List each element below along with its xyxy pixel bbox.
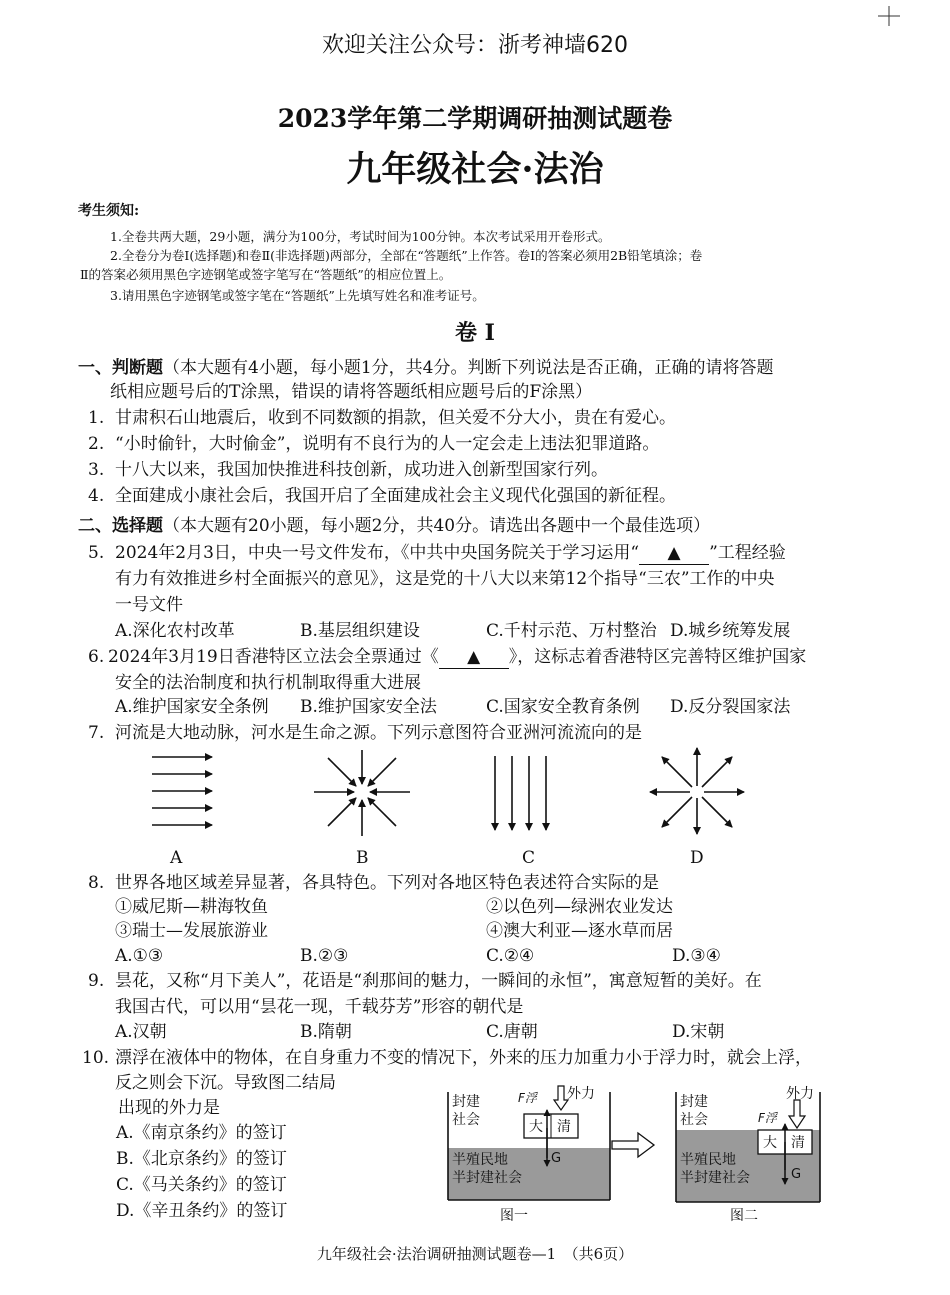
q6-option: B.维护国家安全法	[300, 697, 437, 717]
question-number: 7.	[88, 723, 105, 743]
q10-line2: 反之则会下沉。导致图二结局	[115, 1073, 336, 1093]
q10-line1: 漂浮在液体中的物体，在自身重力不变的情况下，外来的压力加重力小于浮力时，就会上浮，	[115, 1048, 812, 1068]
fig2-float-label: F浮	[758, 1111, 777, 1125]
q10-option: A.《南京条约》的签订	[116, 1123, 287, 1143]
fig1-block-left: 大	[529, 1119, 543, 1135]
q7-label-c: C	[522, 848, 536, 868]
q7-label-a: A	[170, 848, 183, 868]
q7-label-b: B	[356, 848, 369, 868]
question-number: 2.	[88, 434, 105, 454]
q5-line1	[115, 542, 786, 565]
q5-line2: 有力有效推进乡村全面振兴的意见》，这是党的十八大以来第12个指导“三农”工作的中央	[115, 569, 775, 589]
fig1-semi-line2: 半封建社会	[452, 1170, 522, 1186]
fig2-semi-line1: 半殖民地	[680, 1152, 736, 1168]
q5-line1-end: ”工程经验	[709, 543, 786, 563]
q10-option: C.《马关条约》的签订	[116, 1175, 287, 1195]
figure-one	[448, 1085, 610, 1200]
diagram-b-converging-arrows-icon	[314, 750, 410, 836]
diagram-d-diverging-arrows-icon	[650, 748, 744, 834]
page-footer: 九年级社会·法治调研抽测试题卷—1 （共6页）	[316, 1245, 634, 1263]
q9-line2: 我国古代，可以用“昙花一现，千载芬芳”形容的朝代是	[115, 997, 524, 1017]
question-number: 6.	[88, 647, 105, 667]
question-text: 全面建成小康社会后，我国开启了全面建成社会主义现代化强国的新征程。	[115, 486, 676, 506]
notice-item: 2.全卷分为卷Ⅰ(选择题)和卷Ⅱ(非选择题)两部分，全部在“答题纸”上作答。卷Ⅰ的答案必须用2B铅笔填涂；卷	[110, 248, 703, 263]
q6-answer-blank: ▲	[439, 646, 509, 669]
q8-option: B.②③	[300, 946, 349, 966]
notice-item: 3.请用黑色字迹钢笔或签字笔在“答题纸”上先填写姓名和准考证号。	[110, 288, 485, 303]
question-text: “小时偷针，大时偷金”，说明有不良行为的人一定会走上违法犯罪道路。	[115, 434, 660, 454]
q8-item: ④澳大利亚—逐水草而居	[486, 921, 673, 941]
question-text: 十八大以来，我国加快推进科技创新，成功进入创新型国家行列。	[115, 460, 608, 480]
registration-mark-icon	[874, 4, 904, 28]
q8-option: A.①③	[115, 946, 164, 966]
diagram-a-parallel-arrows-icon	[152, 757, 212, 825]
q8-item: ③瑞士—发展旅游业	[115, 921, 268, 941]
q6-line1	[108, 646, 806, 669]
notice-heading: 考生须知:	[78, 203, 140, 219]
question-number: 8.	[88, 873, 105, 893]
fig1-gravity-label: G	[551, 1151, 562, 1166]
fig1-external-force-arrow-icon	[554, 1086, 568, 1110]
q5-line1-start: 2024年2月3日，中央一号文件发布，《中共中央国务院关于学习运用“	[115, 543, 640, 563]
fig1-feudal-line2: 社会	[452, 1112, 480, 1128]
fig1-external-label: 外力	[567, 1086, 595, 1102]
exam-subtitle: 九年级社会·法治	[346, 149, 604, 190]
question-text: 甘肃积石山地震后，收到不同数额的捐款，但关爱不分大小，贵在有爱心。	[115, 408, 676, 428]
section1-desc: （本大题有4小题，每小题1分，共4分。判断下列说法是否正确，正确的请将答题	[163, 358, 774, 378]
q5-option: C.千村示范、万村整治	[486, 621, 657, 641]
section1-header	[78, 357, 773, 379]
fig2-feudal-line1: 封建	[680, 1094, 708, 1110]
q9-option: A.汉朝	[115, 1022, 167, 1042]
q9-line1: 昙花，又称“月下美人”，花语是“刹那间的魅力，一瞬间的永恒”，寓意短暂的美好。在	[115, 971, 762, 991]
exam-title: 2023学年第二学期调研抽测试题卷	[277, 104, 673, 133]
fig2-external-force-arrow-icon	[789, 1100, 805, 1128]
q10-line3: 出现的外力是	[118, 1098, 220, 1118]
fig1-feudal-line1: 封建	[452, 1094, 480, 1110]
q5-option: A.深化农村改革	[115, 621, 235, 641]
q8-item: ①威尼斯—耕海牧鱼	[115, 897, 268, 917]
fig1-block-right: 清	[557, 1119, 571, 1135]
q10-option: B.《北京条约》的签订	[116, 1149, 287, 1169]
fig1-float-label: F浮	[518, 1091, 537, 1105]
notice-item: Ⅱ的答案必须用黑色字迹钢笔或签字笔写在“答题纸”的相应位置上。	[80, 267, 452, 282]
q10-option: D.《辛丑条约》的签订	[116, 1201, 288, 1221]
q7-text: 河流是大地动脉，河水是生命之源。下列示意图符合亚洲河流流向的是	[115, 723, 642, 743]
transition-arrow-icon	[612, 1133, 654, 1157]
q9-option: B.隋朝	[300, 1022, 352, 1042]
section2-label: 二、选择题	[78, 516, 163, 536]
section1-desc-cont: 纸相应题号后的T涂黑，错误的请将答题纸相应题号后的F涂黑）	[110, 382, 593, 402]
section1-label: 一、判断题	[78, 358, 163, 378]
section2-desc: （本大题有20小题，每小题2分，共40分。请选出各题中一个最佳选项）	[163, 516, 711, 536]
q5-option: B.基层组织建设	[300, 621, 420, 641]
diagram-c-downward-arrows-icon	[495, 756, 546, 830]
question-number: 10.	[82, 1048, 110, 1068]
q6-line1-start: 2024年3月19日香港特区立法会全票通过《	[108, 647, 439, 667]
section2-header	[78, 515, 710, 537]
question-number: 4.	[88, 486, 105, 506]
watermark-text: 欢迎关注公众号：浙考神墙620	[322, 33, 628, 58]
q5-line3: 一号文件	[115, 595, 183, 615]
q7-label-d: D	[690, 848, 704, 868]
q5-option: D.城乡统筹发展	[670, 621, 791, 641]
q6-option: A.维护国家安全条例	[115, 697, 269, 717]
q8-text: 世界各地区域差异显著，各具特色。下列对各地区特色表述符合实际的是	[115, 873, 659, 893]
question-number: 3.	[88, 460, 105, 480]
q9-option: D.宋朝	[672, 1022, 725, 1042]
figure-two	[676, 1085, 820, 1202]
question-number: 1.	[88, 408, 105, 428]
q6-line2: 安全的法治制度和执行机制取得重大进展	[115, 673, 421, 693]
q8-option: C.②④	[486, 946, 535, 966]
fig1-semi-line1: 半殖民地	[452, 1152, 508, 1168]
notice-item: 1.全卷共两大题，29小题，满分为100分，考试时间为100分钟。本次考试采用开卷形式。	[110, 229, 611, 244]
fig2-caption: 图二	[730, 1208, 758, 1224]
fig2-feudal-line2: 社会	[680, 1112, 708, 1128]
q6-line1-end: 》，这标志着香港特区完善特区维护国家	[508, 647, 807, 667]
fig2-block-right: 清	[791, 1135, 805, 1151]
question-number: 5.	[88, 543, 105, 563]
fig2-block-left: 大	[763, 1135, 777, 1151]
q5-answer-blank: ▲	[639, 542, 709, 565]
volume-heading: 卷 Ⅰ	[455, 320, 495, 346]
q8-option: D.③④	[672, 946, 721, 966]
q8-item: ②以色列—绿洲农业发达	[486, 897, 673, 917]
q9-option: C.唐朝	[486, 1022, 538, 1042]
question-number: 9.	[88, 971, 105, 991]
fig2-external-label: 外力	[786, 1086, 814, 1102]
q6-option: C.国家安全教育条例	[486, 697, 640, 717]
fig2-semi-line2: 半封建社会	[680, 1170, 750, 1186]
fig2-gravity-label: G	[791, 1167, 802, 1182]
q6-option: D.反分裂国家法	[670, 697, 791, 717]
q10-buoyancy-figures	[440, 1080, 840, 1230]
fig1-caption: 图一	[500, 1208, 528, 1224]
q7-figures	[130, 740, 750, 840]
